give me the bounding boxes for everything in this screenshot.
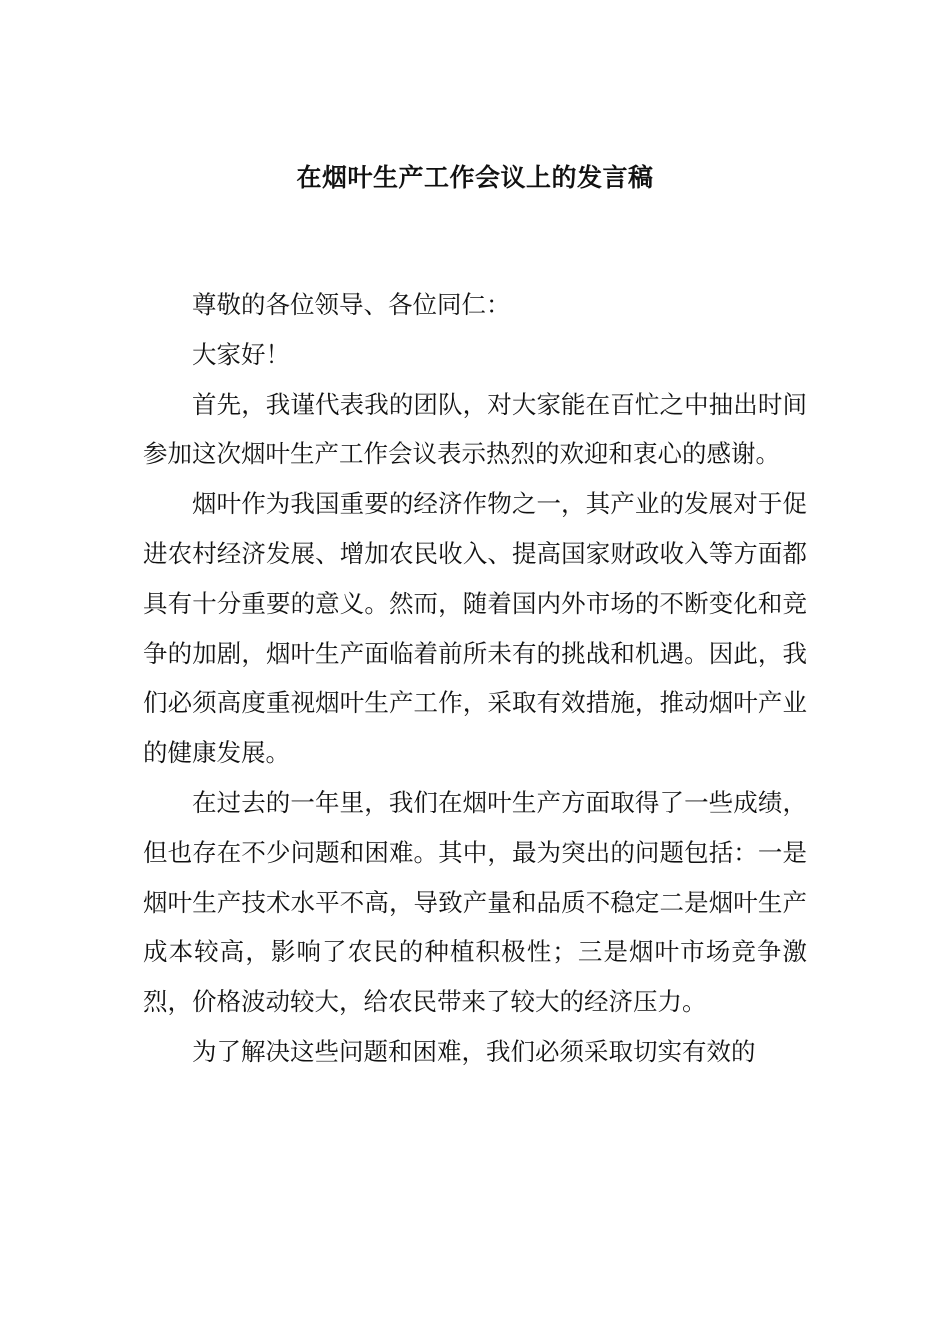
body-paragraph: 在过去的一年里，我们在烟叶生产方面取得了一些成绩，但也存在不少问题和困难。其中，最为突出的问题包括：一是烟叶生产技术水平不高，导致产量和品质不稳定二是烟叶生产成本较高，影响了农民的种植积极性；三是烟叶市场竞争激烈，价格波动较大，给农民带来了较大的经济压力。: [143, 787, 807, 1017]
salutation-paragraph: 尊敬的各位领导、各位同仁：: [192, 290, 511, 319]
document-body: [143, 280, 807, 1077]
document-title: 在烟叶生产工作会议上的发言稿: [296, 163, 654, 192]
body-paragraph: 烟叶作为我国重要的经济作物之一，其产业的发展对于促进农村经济发展、增加农民收入、提高国家财政收入等方面都具有十分重要的意义。然而，随着国内外市场的不断变化和竞争的加剧，烟叶生产面临着前所未有的挑战和机遇。因此，我们必须高度重视烟叶生产工作，采取有效措施，推动烟叶产业的健康发展。: [143, 489, 807, 768]
body-paragraph: 首先，我谨代表我的团队，对大家能在百忙之中抽出时间参加这次烟叶生产工作会议表示热烈的欢迎和衷心的感谢。: [143, 389, 807, 469]
greeting-paragraph: 大家好！: [192, 339, 290, 369]
body-paragraph: 为了解决这些问题和困难，我们必须采取切实有效的: [192, 1036, 756, 1066]
